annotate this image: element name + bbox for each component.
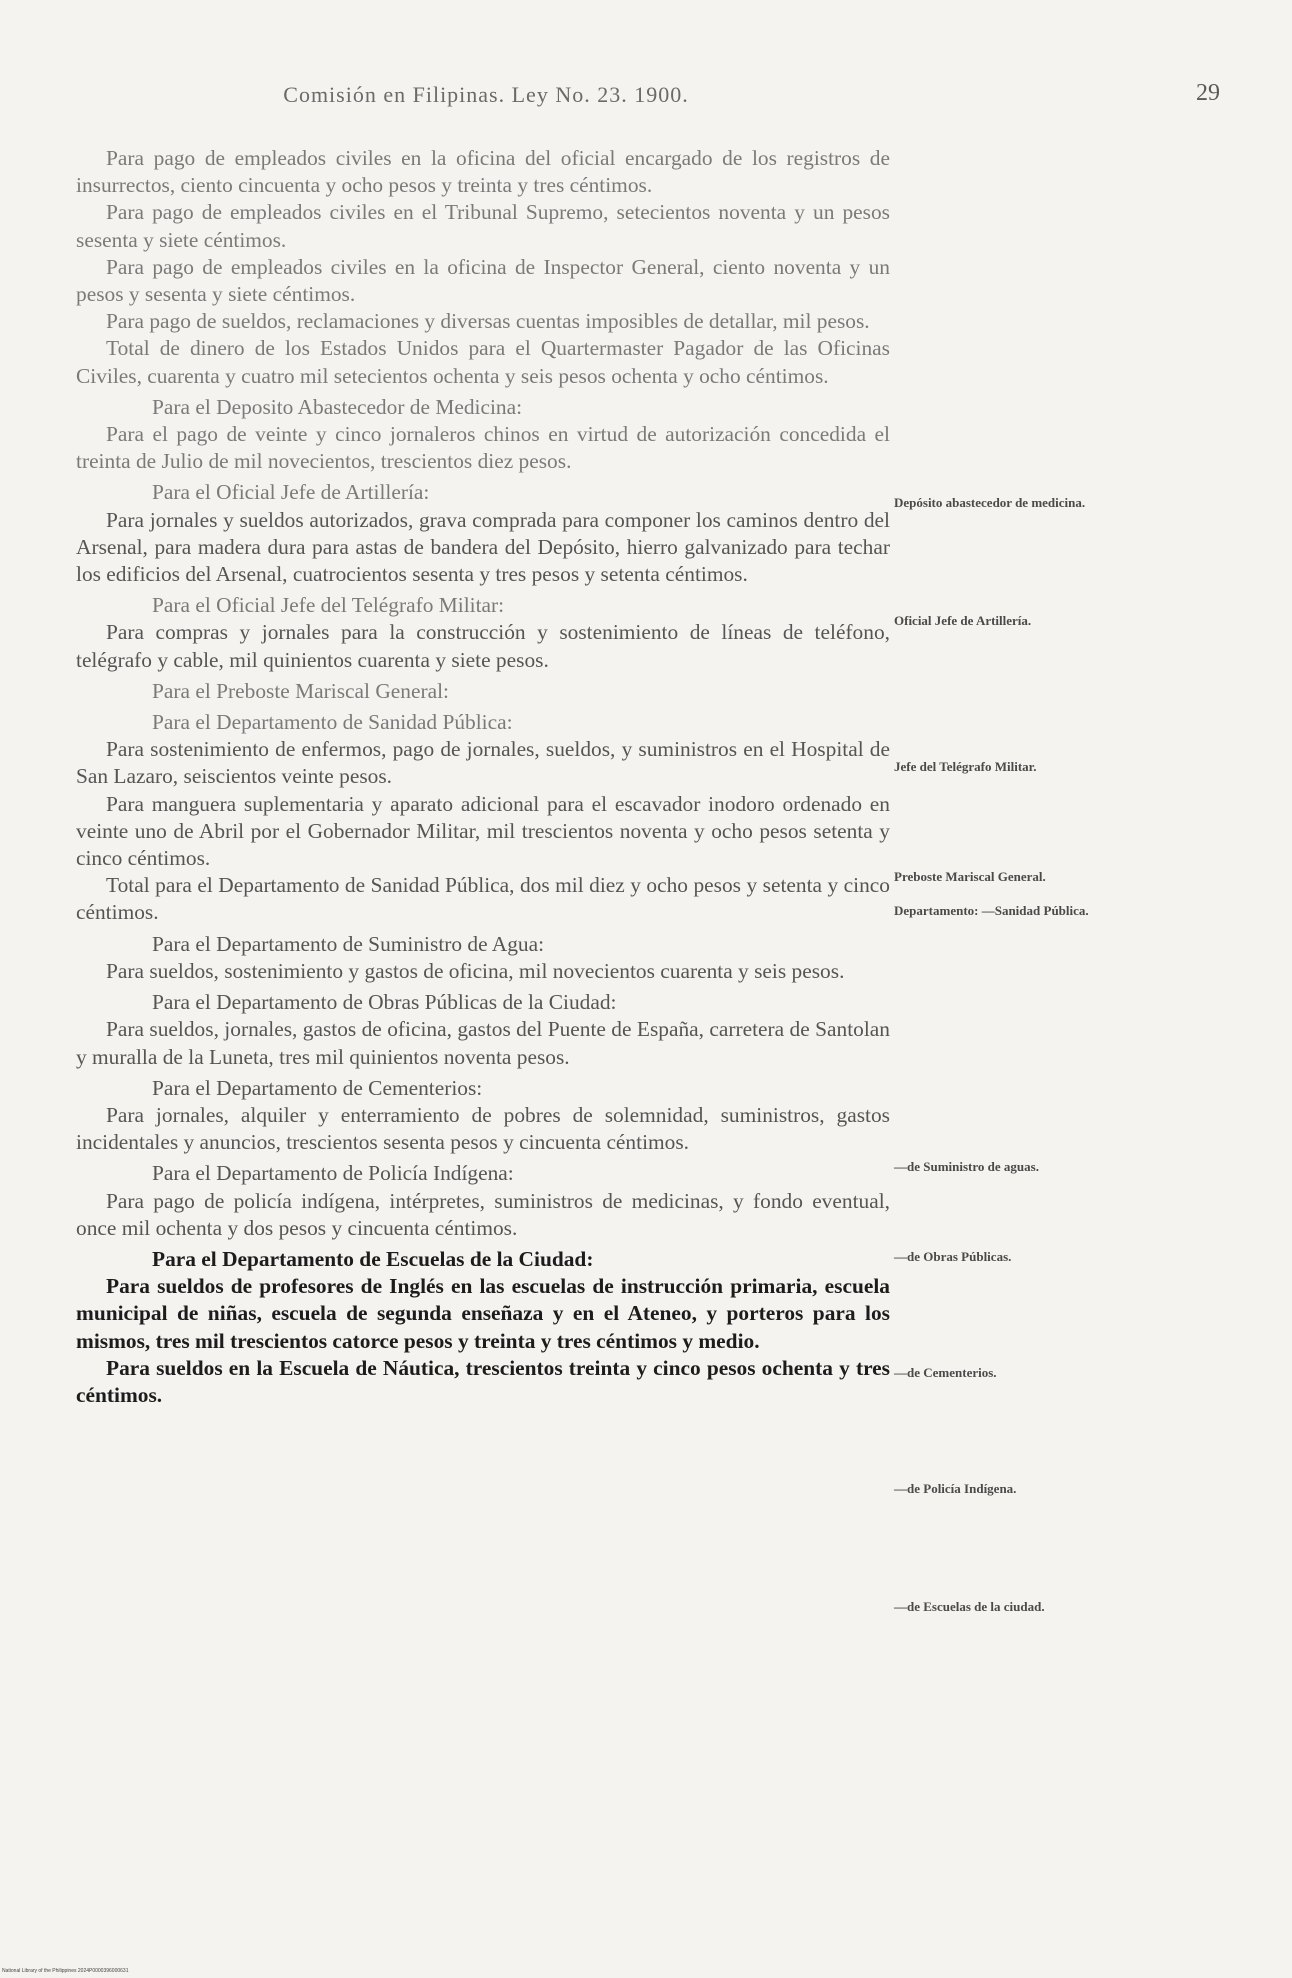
margin-note: Departamento: —Sanidad Pública. [894, 903, 1089, 918]
paragraph: Para sostenimiento de enfermos, pago de jornales, sueldos, y suministros en el Hospital de San Lazaro, seiscientos veinte pesos. [76, 737, 890, 789]
paragraph: Para jornales y sueldos autorizados, grava comprada para componer los caminos dentro del Arsenal, para madera dura para astas de bandera del Depósito, hierro galvanizado para techar los edificios del Arsenal, cuatrocientos sesenta y tres pesos y setenta céntimos. [76, 507, 890, 587]
margin-note: Jefe del Telégrafo Militar. [894, 759, 1037, 774]
paragraph: Para el pago de veinte y cinco jornaleros chinos en virtud de autorización concedida el treinta de Julio de mil novecientos, trescientos diez pesos. [76, 422, 890, 474]
section-heading: Para el Departamento de Suministro de Agua: [152, 931, 545, 956]
paragraph: Para pago de sueldos, reclamaciones y diversas cuentas imposibles de detallar, mil pesos. [106, 309, 870, 334]
running-title: Comisión en Filipinas. Ley No. 23. 1900. [283, 82, 689, 107]
paragraph: Para sueldos, sostenimiento y gastos de oficina, mil novecientos cuarenta y seis pesos. [106, 958, 845, 983]
margin-note: Preboste Mariscal General. [894, 869, 1046, 884]
margin-note: —de Policía Indígena. [894, 1481, 1017, 1496]
paragraph: Para pago de policía indígena, intérpretes, suministros de medicinas, y fondo eventual, once mil ochenta y dos pesos y cincuenta céntimos. [76, 1188, 890, 1240]
margin-note: Depósito abastecedor de medicina. [894, 495, 1086, 510]
margin-note: —de Escuelas de la ciudad. [894, 1599, 1045, 1614]
paragraph: Para manguera suplementaria y aparato adicional para el escavador inodoro ordenado en veinte uno de Abril por el Gobernador Militar, mil trescientos noventa y ocho pesos setenta y cinco céntimos. [76, 791, 890, 871]
section-heading: Para el Oficial Jefe del Telégrafo Militar: [152, 593, 505, 618]
margin-note: Oficial Jefe de Artillería. [894, 613, 1032, 628]
section-heading: Para el Deposito Abastecedor de Medicina: [152, 394, 523, 419]
section-heading: Para el Departamento de Escuelas de la Ciudad: [152, 1246, 594, 1271]
paragraph: Para sueldos en la Escuela de Náutica, trescientos treinta y cinco pesos ochenta y tres céntimos. [76, 1355, 890, 1407]
body-text [76, 145, 890, 1409]
paragraph: Para pago de empleados civiles en la oficina del oficial encargado de los registros de insurrectos, ciento cincuenta y ocho pesos y treinta y tres céntimos. [76, 146, 890, 198]
footer-credit: National Library of the Philippines 2024P0000396000631 [2, 1968, 129, 1974]
margin-note: —de Suministro de aguas. [894, 1159, 1039, 1174]
section-heading: Para el Departamento de Obras Públicas de la Ciudad: [152, 990, 617, 1015]
section-heading: Para el Preboste Mariscal General: [152, 678, 449, 703]
paragraph: Total de dinero de los Estados Unidos para el Quartermaster Pagador de las Oficinas Civiles, cuarenta y cuatro mil setecientos ochenta y seis pesos ochenta y ocho céntimos. [76, 336, 890, 388]
section-heading: Para el Departamento de Policía Indígena: [152, 1161, 514, 1186]
paragraph: Para pago de empleados civiles en el Tribunal Supremo, setecientos noventa y un pesos sesenta y siete céntimos. [76, 200, 890, 252]
section-heading: Para el Departamento de Sanidad Pública: [152, 710, 513, 735]
paragraph: Para sueldos, jornales, gastos de oficina, gastos del Puente de España, carretera de Santolan y muralla de la Luneta, tres mil quinientos noventa pesos. [76, 1017, 890, 1069]
paragraph: Para sueldos de profesores de Inglés en las escuelas de instrucción primaria, escuela municipal de niñas, escuela de segunda enseñaza y en el Ateneo, y porteros para los mismos, tres mil trescientos catorce pesos y treinta y tres céntimos y medio. [76, 1274, 890, 1353]
section-heading: Para el Oficial Jefe de Artillería: [152, 480, 430, 505]
paragraph: Para compras y jornales para la construcción y sostenimiento de líneas de teléfono, telégrafo y cable, mil quinientos cuarenta y siete pesos. [76, 620, 890, 672]
page-number: 29 [1196, 80, 1220, 106]
margin-note: —de Obras Públicas. [894, 1249, 1012, 1264]
paragraph: Total para el Departamento de Sanidad Pública, dos mil diez y ocho pesos y setenta y cinco céntimos. [76, 873, 890, 925]
section-heading: Para el Departamento de Cementerios: [152, 1075, 483, 1100]
margin-note: —de Cementerios. [894, 1365, 997, 1380]
paragraph: Para jornales, alquiler y enterramiento de pobres de solemnidad, suministros, gastos incidentales y anuncios, trescientos sesenta pesos y cincuenta céntimos. [76, 1102, 890, 1155]
paragraph: Para pago de empleados civiles en la oficina de Inspector General, ciento noventa y un pesos y sesenta y siete céntimos. [76, 254, 890, 307]
